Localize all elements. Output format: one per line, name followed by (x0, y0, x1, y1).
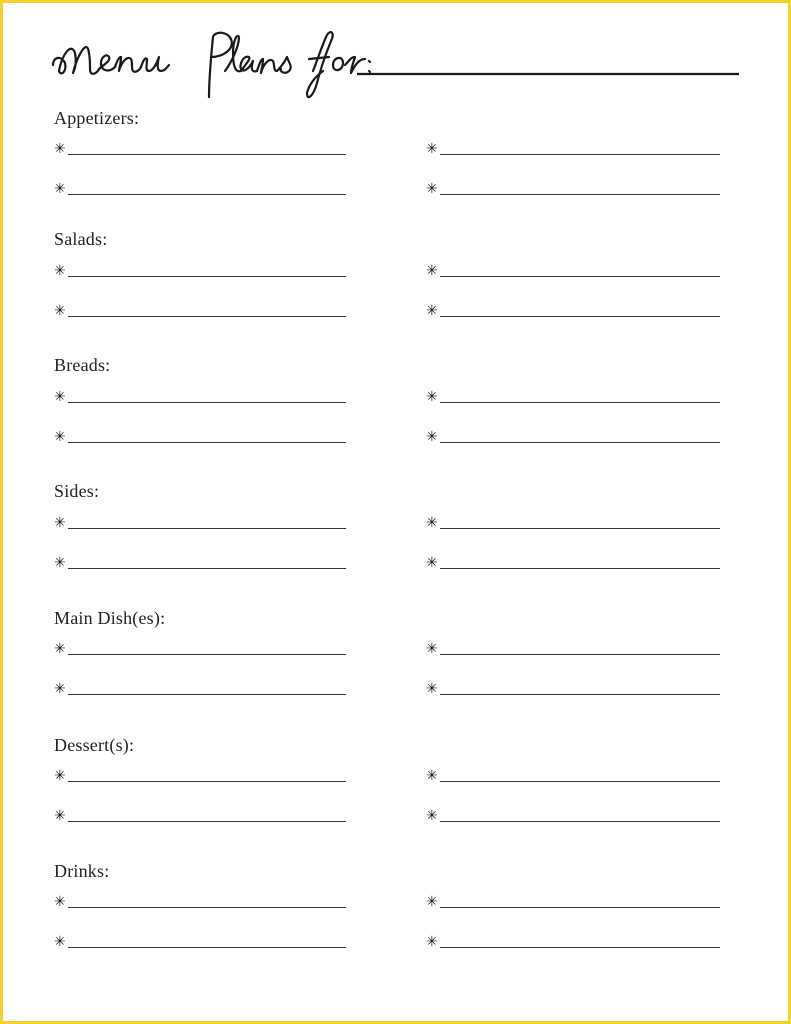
bullet-asterisk-icon: ✳ (54, 894, 66, 910)
write-line (440, 907, 720, 908)
entry-row (54, 388, 754, 408)
bullet-asterisk-icon: ✳ (54, 808, 66, 824)
entry-field[interactable] (426, 807, 720, 827)
entry-field[interactable] (54, 428, 346, 448)
section-label: Main Dish(es): (54, 608, 166, 628)
entry-field[interactable] (54, 807, 346, 827)
bullet-asterisk-icon: ✳ (54, 515, 66, 531)
bullet-asterisk-icon: ✳ (54, 389, 66, 405)
entry-row (54, 933, 754, 953)
entry-row (54, 767, 754, 787)
bullet-asterisk-icon: ✳ (54, 555, 66, 571)
bullet-asterisk-icon: ✳ (426, 141, 438, 157)
write-line (68, 276, 346, 277)
write-line (68, 194, 346, 195)
entry-field[interactable] (426, 140, 720, 160)
entry-field[interactable] (54, 933, 346, 953)
write-line (68, 568, 346, 569)
write-line (440, 694, 720, 695)
entry-field[interactable] (54, 893, 346, 913)
entry-row (54, 893, 754, 913)
entry-row (54, 302, 754, 322)
bullet-asterisk-icon: ✳ (426, 934, 438, 950)
write-line (440, 654, 720, 655)
write-line (68, 654, 346, 655)
entry-field[interactable] (426, 388, 720, 408)
entry-field[interactable] (426, 767, 720, 787)
bullet-asterisk-icon: ✳ (54, 641, 66, 657)
entry-row (54, 680, 754, 700)
bullet-asterisk-icon: ✳ (426, 641, 438, 657)
bullet-asterisk-icon: ✳ (54, 263, 66, 279)
entry-field[interactable] (426, 640, 720, 660)
bullet-asterisk-icon: ✳ (426, 768, 438, 784)
entry-field[interactable] (54, 262, 346, 282)
bullet-asterisk-icon: ✳ (54, 429, 66, 445)
entry-field[interactable] (54, 767, 346, 787)
entry-row (54, 140, 754, 160)
write-line (440, 276, 720, 277)
write-line (440, 442, 720, 443)
entry-field[interactable] (426, 893, 720, 913)
entry-field[interactable] (54, 554, 346, 574)
entry-field[interactable] (54, 514, 346, 534)
write-line (68, 402, 346, 403)
entry-row (54, 180, 754, 200)
entry-field[interactable] (426, 514, 720, 534)
section-label: Appetizers: (54, 108, 140, 128)
entry-row (54, 428, 754, 448)
bullet-asterisk-icon: ✳ (426, 515, 438, 531)
write-line (440, 781, 720, 782)
entry-row (54, 640, 754, 660)
bullet-asterisk-icon: ✳ (426, 181, 438, 197)
bullet-asterisk-icon: ✳ (54, 303, 66, 319)
bullet-asterisk-icon: ✳ (426, 808, 438, 824)
entry-field[interactable] (426, 428, 720, 448)
bullet-asterisk-icon: ✳ (54, 141, 66, 157)
section-label: Salads: (54, 229, 108, 249)
entry-field[interactable] (426, 554, 720, 574)
entry-field[interactable] (54, 388, 346, 408)
write-line (68, 528, 346, 529)
write-line (440, 821, 720, 822)
write-line (440, 947, 720, 948)
write-line (440, 528, 720, 529)
entry-field[interactable] (426, 680, 720, 700)
section-label: Breads: (54, 355, 111, 375)
entry-field[interactable] (54, 640, 346, 660)
entry-row (54, 262, 754, 282)
bullet-asterisk-icon: ✳ (426, 681, 438, 697)
bullet-asterisk-icon: ✳ (54, 934, 66, 950)
entry-row (54, 514, 754, 534)
entry-field[interactable] (426, 933, 720, 953)
handwritten-title-graphic (51, 27, 741, 102)
entry-field[interactable] (54, 302, 346, 322)
section-label: Dessert(s): (54, 735, 135, 755)
write-line (440, 402, 720, 403)
write-line (440, 194, 720, 195)
bullet-asterisk-icon: ✳ (426, 894, 438, 910)
write-line (68, 694, 346, 695)
write-line (440, 154, 720, 155)
section-label: Drinks: (54, 861, 110, 881)
entry-field[interactable] (54, 140, 346, 160)
section-label: Sides: (54, 481, 100, 501)
entry-field[interactable] (426, 262, 720, 282)
bullet-asterisk-icon: ✳ (54, 681, 66, 697)
write-line (68, 316, 346, 317)
write-line (440, 568, 720, 569)
entry-field[interactable] (54, 180, 346, 200)
entry-row (54, 554, 754, 574)
bullet-asterisk-icon: ✳ (426, 303, 438, 319)
bullet-asterisk-icon: ✳ (426, 263, 438, 279)
entry-row (54, 807, 754, 827)
write-line (68, 442, 346, 443)
bullet-asterisk-icon: ✳ (54, 181, 66, 197)
write-line (68, 154, 346, 155)
write-line (68, 821, 346, 822)
page-title (51, 27, 741, 102)
entry-field[interactable] (426, 180, 720, 200)
write-line (440, 316, 720, 317)
write-line (68, 907, 346, 908)
entry-field[interactable] (54, 680, 346, 700)
bullet-asterisk-icon: ✳ (54, 768, 66, 784)
bullet-asterisk-icon: ✳ (426, 555, 438, 571)
write-line (68, 947, 346, 948)
entry-field[interactable] (426, 302, 720, 322)
bullet-asterisk-icon: ✳ (426, 389, 438, 405)
write-line (68, 781, 346, 782)
bullet-asterisk-icon: ✳ (426, 429, 438, 445)
